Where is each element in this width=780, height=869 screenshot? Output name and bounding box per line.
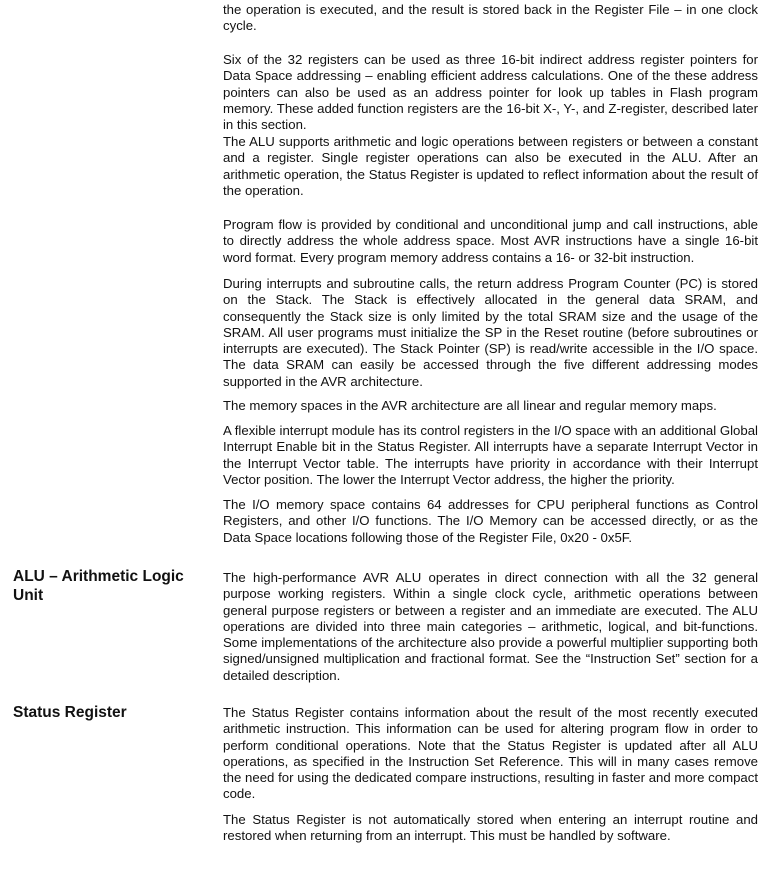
paragraph-alu-operations: The ALU supports arithmetic and logic operations between registers or between a constant and a register. Single register operations can also be executed in the ALU. After an arithmetic operation, the Status Register is updated to reflect information about the result of the operation. — [223, 134, 758, 198]
section-heading-alu: ALU – Arithmetic Logic Unit — [13, 568, 184, 604]
paragraph-memory-spaces: The memory spaces in the AVR architecture are all linear and regular memory maps. — [223, 398, 717, 413]
paragraph-stack: During interrupts and subroutine calls, the return address Program Counter (PC) is stored on the Stack. The Stack is effectively allocated in the general data SRAM, and consequently the Stack size is only limited by the total SRAM size and the usage of the SRAM. All user programs must initialize the SP in the Reset routine (before subroutines or interrupts are executed). The Stack Pointer (SP) is read/write accessible in the I/O space. The data SRAM can easily be accessed through the five different addressing modes supported in the AVR architecture. — [223, 276, 758, 389]
section-heading-status-register: Status Register — [13, 704, 127, 721]
paragraph-alu-description: The high-performance AVR ALU operates in direct connection with all the 32 general purpose working registers. Within a single clock cycle, arithmetic operations between general purpose registers or between a register and an immediate are executed. The ALU operations are divided into three main categories – arithmetic, logical, and bit-functions. Some implementations of the architecture also provide a powerful multiplier supporting both signed/unsigned multiplication and fractional format. See the “Instruction Set” section for a detailed description. — [223, 570, 758, 683]
paragraph-status-register-storage: The Status Register is not automatically stored when entering an interrupt routine and restored when returning from an interrupt. This must be handled by software. — [223, 812, 758, 844]
paragraph-operation-cycle: the operation is executed, and the result is stored back in the Register File – in one clock cycle. — [223, 2, 758, 34]
paragraph-status-register-info: The Status Register contains information about the result of the most recently executed arithmetic instruction. This information can be used for altering program flow in order to perform conditional operations. Note that the Status Register is updated after all ALU operations, as specified in the Instruction Set Reference. This will in many cases remove the need for using the dedicated compare instructions, resulting in faster and more compact code. — [223, 705, 758, 802]
paragraph-interrupt-module: A flexible interrupt module has its control registers in the I/O space with an additional Global Interrupt Enable bit in the Status Register. All interrupts have a separate Interrupt Vector in the Interrupt Vector table. The interrupts have priority in accordance with their Interrupt Vector position. The lower the Interrupt Vector address, the higher the priority. — [223, 423, 758, 487]
paragraph-indirect-pointers: Six of the 32 registers can be used as three 16-bit indirect address register pointers for Data Space addressing – enabling efficient address calculations. One of the these address pointers can also be used as an address pointer for look up tables in Flash program memory. These added function registers are the 16-bit X-, Y-, and Z-register, described later in this section. — [223, 52, 758, 133]
paragraph-program-flow: Program flow is provided by conditional and unconditional jump and call instructions, able to directly address the whole address space. Most AVR instructions have a single 16-bit word format. Every program memory address contains a 16- or 32-bit instruction. — [223, 217, 758, 265]
paragraph-io-memory: The I/O memory space contains 64 addresses for CPU peripheral functions as Control Registers, and other I/O functions. The I/O Memory can be accessed directly, or as the Data Space locations following those of the Register File, 0x20 - 0x5F. — [223, 497, 758, 545]
